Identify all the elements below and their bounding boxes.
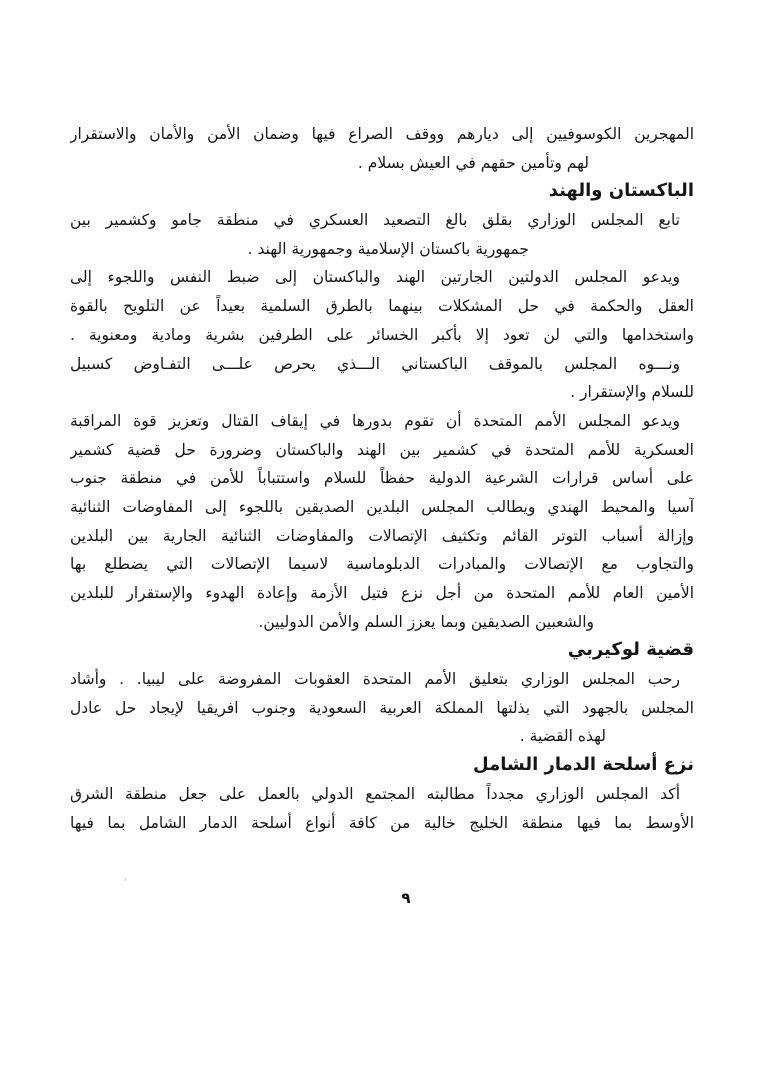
section-lockerbie	[70, 636, 694, 751]
paragraph	[70, 665, 694, 751]
text-column	[70, 120, 694, 837]
text-line: على أساس قرارات الشرعية الدولية حفظاً للسلام واستتباباً للأمن في منطقة جنوب	[70, 469, 694, 488]
text-line: المجلس بالجهود التي بذلتها المملكة العربية السعودية وجنوب افريقيا لإيجاد حل عادل	[70, 698, 694, 717]
text-line: العسكرية للأمم المتحدة في كشمير بين الهند والباكستان وضرورة حل قضية كشمير	[70, 440, 694, 459]
text-line: الأمين العام للأمم المتحدة من أجل نزع فتيل الأزمة وإعادة الهدوء والإستقرار للبلدين	[70, 584, 694, 602]
text-line: لهذه القضية .	[519, 727, 606, 746]
text-line: الأوسط بما فيها منطقة الخليج خالية من كافة أنواع أسلحة الدمار الشامل بما فيها	[70, 813, 694, 832]
text-line: تابع المجلس الوزاري بقلق بالغ التصعيد العسكري في منطقة جامو وكشمير بين	[70, 211, 680, 230]
paragraph	[70, 263, 694, 349]
scan-speck-artifact	[124, 878, 127, 881]
text-line: للسلام والإستقرار .	[570, 383, 694, 402]
continuation-paragraph	[70, 120, 694, 177]
text-line: رحب المجلس الوزاري بتعليق الأمم المتحدة العقوبات المفروضة على ليبيا. . وأشاد	[70, 670, 680, 689]
paragraph	[70, 407, 694, 637]
text-line: لهم وتأمين حقهم في العيش بسلام .	[357, 153, 589, 172]
text-line: والشعبين الصديقين وبما يعزز السلم والأمن الدوليين.	[258, 612, 594, 631]
text-line: واستخدامها والتي لن تعود إلا بأكبر الخسائر على الطرفين بشرية ومادية ومعنوية .	[70, 325, 694, 344]
text-line: جمهورية باكستان الإسلامية وجمهورية الهند .	[247, 239, 529, 258]
text-line: ونـــوه المجلس بالموقف الباكستاني الـــذي يحرص علـــى التفـاوض كسبيل	[70, 354, 680, 373]
section-wmd-disarmament	[70, 751, 694, 837]
section-heading: قضية لوكيربي	[567, 639, 694, 661]
paragraph	[70, 350, 694, 407]
text-line: والتجاوب مع الإتصالات والمبادرات الدبلوماسية لاسيما الإتصالات التي يضطلع بها	[70, 555, 694, 574]
section-heading: نزع أسلحة الدمار الشامل	[473, 754, 694, 776]
page-number: ٩	[401, 889, 411, 907]
paragraph	[70, 780, 694, 837]
text-line: آسيا والمحيط الهندي ويطالب المجلس البلدين الصديقين باللجوء إلى المفاوضات الثنائية	[70, 497, 694, 516]
text-line: المهجرين الكوسوفيين إلى ديارهم ووقف الصراع فيها وضمان الأمن والأمان والاستقرار	[70, 125, 694, 143]
text-line: ويدعو المجلس الدولتين الجارتين الهند والباكستان إلى ضبط النفس واللجوء إلى	[70, 268, 680, 287]
text-line: وإزالة أسباب التوتر القائم وتكثيف الإتصالات والمفاوضات الثنائية الجارية بين البلدين	[70, 526, 694, 545]
section-pakistan-india	[70, 177, 694, 636]
paragraph	[70, 206, 694, 263]
text-line: أكد المجلس الوزاري مجدداً مطالبته المجتمع الدولي بالعمل على جعل منطقة الشرق	[70, 784, 680, 803]
section-heading: الباكستان والهند	[548, 180, 694, 202]
text-line: ويدعو المجلس الأمم المتحدة أن تقوم بدورها في إيقاف القتال وتعزيز قوة المراقبة	[70, 411, 680, 430]
text-line: العقل والحكمة في حل المشكلات بينهما بالطرق السلمية بعيداً عن التلويح بالقوة	[70, 297, 694, 316]
